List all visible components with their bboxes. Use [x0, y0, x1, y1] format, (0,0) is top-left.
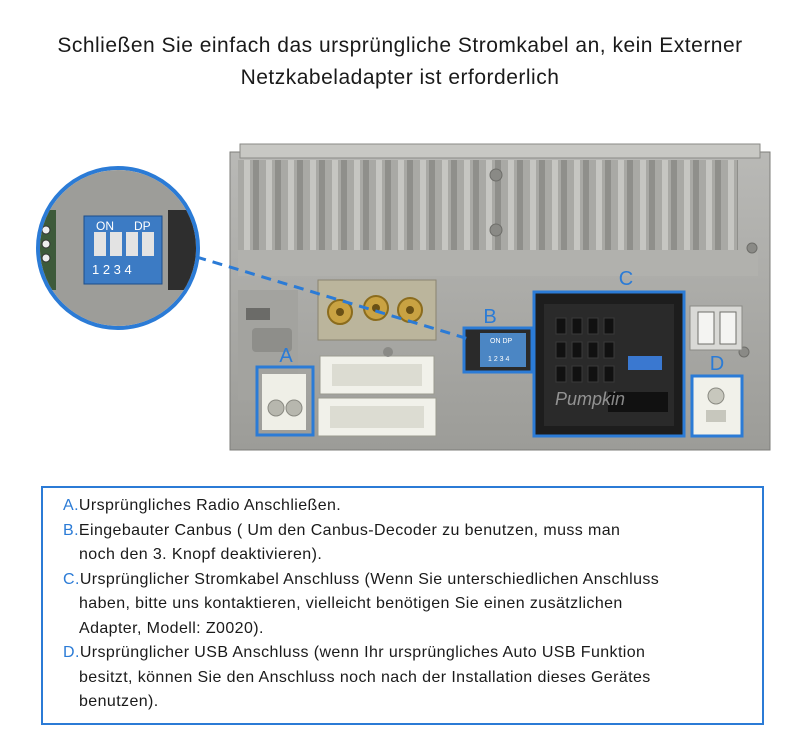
- note-d-line-1: Ursprünglicher USB Anschluss (wenn Ihr ursprüngliches Auto USB Funktion: [79, 644, 646, 661]
- blue-fuse: [628, 356, 662, 370]
- note-d: [63, 641, 752, 715]
- dip-on-label: ON: [96, 219, 114, 233]
- note-a: [63, 494, 752, 519]
- headline: [0, 30, 800, 94]
- note-c-index: C.: [63, 570, 80, 588]
- callout-c: C: [618, 268, 634, 290]
- svg-text:1 2 3 4: 1 2 3 4: [488, 356, 510, 363]
- note-d-line-3: benutzen).: [79, 693, 159, 710]
- headline-line-1: Schließen Sie einfach das ursprüngliche Stromkabel an, kein Externer: [57, 34, 743, 57]
- chassis-top: [240, 144, 760, 158]
- note-b-line-2: noch den 3. Knopf deaktivieren).: [79, 546, 323, 563]
- note-a-index: A.: [63, 497, 79, 514]
- note-d-line-2: besitzt, können Sie den Anschluss noch nach der Installation dieses Gerätes: [79, 668, 651, 686]
- callout-d-frame: [692, 376, 742, 436]
- heatsink-fins: [238, 160, 738, 250]
- notes-box: [41, 486, 764, 725]
- dip-dp-label: DP: [134, 219, 151, 233]
- headline-line-2: Netzkabeladapter ist erforderlich: [240, 66, 560, 89]
- note-c-line-2: haben, bitte uns kontaktieren, vielleicht benötigen Sie einen zusätzlichen: [79, 595, 623, 612]
- radio-back-panel-photo: [0, 130, 800, 470]
- note-b-line-1: Eingebauter Canbus ( Um den Canbus-Decoder zu benutzen, muss man: [78, 521, 621, 539]
- callout-a: A: [279, 345, 293, 367]
- screw: [490, 169, 502, 181]
- screw: [490, 224, 502, 236]
- note-b: [63, 519, 752, 568]
- note-a-line-1: Ursprüngliches Radio Anschließen.: [78, 497, 342, 514]
- dip-numbers: 1 2 3 4: [92, 262, 132, 277]
- note-b-index: B.: [63, 521, 79, 539]
- callout-b: B: [483, 306, 497, 328]
- note-d-index: D.: [63, 644, 80, 661]
- antenna-connectors: [328, 296, 422, 324]
- note-c: [63, 568, 752, 642]
- svg-text:ON DP: ON DP: [490, 338, 513, 345]
- note-c-line-3: Adapter, Modell: Z0020).: [79, 619, 264, 637]
- note-c-line-1: Ursprünglicher Stromkabel Anschluss (Wenn Sie unterschiedlichen Anschluss: [79, 570, 660, 588]
- dip-switch-zoom: [36, 166, 208, 336]
- screw: [747, 243, 757, 253]
- watermark: Pumpkin: [555, 389, 626, 409]
- callout-d: D: [709, 353, 725, 375]
